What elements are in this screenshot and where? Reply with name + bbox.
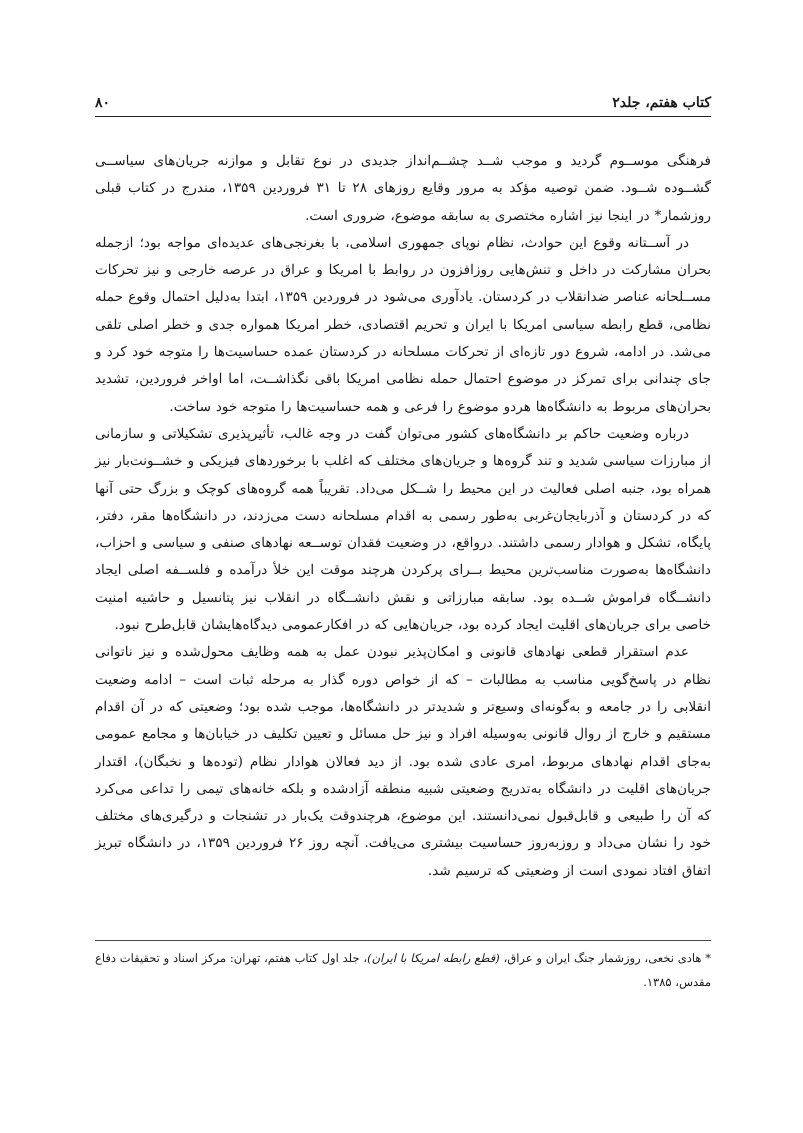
paragraph: فرهنگی موســوم گردید و موجب شــد چشــم‌انداز جدیدی در نوع تقابل و موازنه جریان‌های سیاســی گشــوده شــود. ضمن توصیه مؤکد به مرور وقایع روزهای ۲۸ تا ۳۱ فروردین ۱۳۵۹، مندرج در کتاب قبلی روزشمار* در اینجا نیز اشاره مختصری به سابقه موضوع، ضروری است. bbox=[95, 153, 712, 224]
footnote-prefix: * هادی نخعی، روزشمار جنگ ایران و عراق، bbox=[499, 951, 712, 965]
footnote-book-title: (قطع رابطه امریکا با ایران) bbox=[367, 951, 500, 965]
footnote-divider bbox=[95, 940, 711, 941]
body-text bbox=[95, 148, 711, 885]
document-page bbox=[95, 90, 711, 1050]
book-title: کتاب هفتم، جلد۲ bbox=[612, 95, 711, 111]
page-number: ۸۰ bbox=[95, 95, 111, 111]
paragraph: درباره وضعیت حاکم بر دانشگاه‌های کشور می‌توان گفت در وجه غالب، تأثیرپذیری تشکیلاتی و سازمانی از مبارزات سیاسی شدید و تند گروه‌ها و جریان‌های مختلف که اغلب با برخوردهای فیزیکی و خشــونت‌بار نیز همراه بود، جنبه اصلی فعالیت در این محیط را شــکل می‌داد. تقریباً همه گروه‌های کوچک و بزرگ حتی آنها که در کردستان و آذربایجان‌غربی به‌طور رسمی به اقدام مسلحانه دست می‌زدند، در دانشگاه‌ها مقر، دفتر، پایگاه، تشکل و هوادار رسمی داشتند. درواقع، در وضعیت فقدان توســعه نهادهای صنفی و سیاسی و احزاب، دانشگاه‌ها به‌صورت مناسب‌ترین محیط بــرای پرکردن هرچند موقت این خلأ درآمده و فلســفه اصلی ایجاد دانشــگاه فراموش شــده بود. سابقه مبارزاتی و نقش دانشــگاه در انقلاب نیز پتانسیل و حاشیه امنیت خاصی برای جریان‌های اقلیت ایجاد کرده بود، جریان‌هایی که در افکارعمومی دیدگاه‌هایشان قابل‌طرح نبود. bbox=[95, 425, 711, 634]
footnote bbox=[95, 946, 711, 994]
paragraph: در آســتانه وقوع این حوادث، نظام نوپای جمهوری اسلامی، با بغرنجی‌های عدیده‌ای مواجه بود؛ ازجمله بحران مشارکت در داخل و تنش‌هایی روزافزون در روابط با امریکا و عراق در عرصه خارجی و نیز تحرکات مســلحانه عناصر ضدانقلاب در کردستان. یادآوری می‌شود در فروردین ۱۳۵۹، ابتدا به‌دلیل احتمال وقوع حمله نظامی، قطع رابطه سیاسی امریکا با ایران و تحریم اقتصادی، خطر امریکا همواره جدی و خطر اصلی تلقی می‌شد. در ادامه، شروع دور تازه‌ای از تحرکات مسلحانه در کردستان عمده حساسیت‌ها را متوجه خود کرد و جای چندانی برای تمرکز در موضوع احتمال حمله نظامی امریکا باقی نگذاشــت، اما اواخر فروردین، تشدید بحران‌های مربوط به دانشگاه‌ها هردو موضوع را فرعی و همه حساسیت‌ها را متوجه خود ساخت. bbox=[95, 234, 711, 415]
running-header bbox=[95, 90, 711, 117]
paragraph: عدم استقرار قطعی نهادهای قانونی و امکان‌پذیر نبودن عمل به همه وظایف محول‌شده و نیز ناتوانی نظام در پاسخ‌گویی مناسب به مطالبات – که از خواص دوره گذار به مرحله ثبات است – ادامه وضعیت انقلابی را در جامعه و به‌گونه‌ای وسیع‌تر و شدیدتر در دانشگاه‌ها، موجب شده بود؛ وضعیتی که در آن اقدام مستقیم و خارج از روال قانونی به‌وسیله افراد و نیز حل مسائل و تعیین تکلیف در خیابان‌ها و مجامع عمومی به‌جای اقدام نهادهای مربوط، امری عادی شده بود. از دید فعالان هوادار نظام (توده‌ها و نخبگان)، اقتدار جریان‌های اقلیت در دانشگاه به‌تدریج وضعیتی شبیه منطقه آزادشده و بلکه خانه‌های تیمی را تداعی می‌کرد که آن را طبیعی و قابل‌قبول نمی‌دانستند. این موضوع، هرچندوقت یک‌بار در تشنجات و درگیری‌های مختلف خود را نشان می‌داد و روزبه‌روز حساسیت بیشتری می‌یافت. آنچه روز ۲۶ فروردین ۱۳۵۹، در دانشگاه تبریز اتفاق افتاد نمودی است از وضعیتی که ترسیم شد. bbox=[95, 644, 711, 879]
footnote-suffix: ، جلد اول کتاب هفتم، تهران: مرکز اسناد و تحقیقات دفاع مقدس، ۱۳۸۵. bbox=[95, 951, 711, 989]
